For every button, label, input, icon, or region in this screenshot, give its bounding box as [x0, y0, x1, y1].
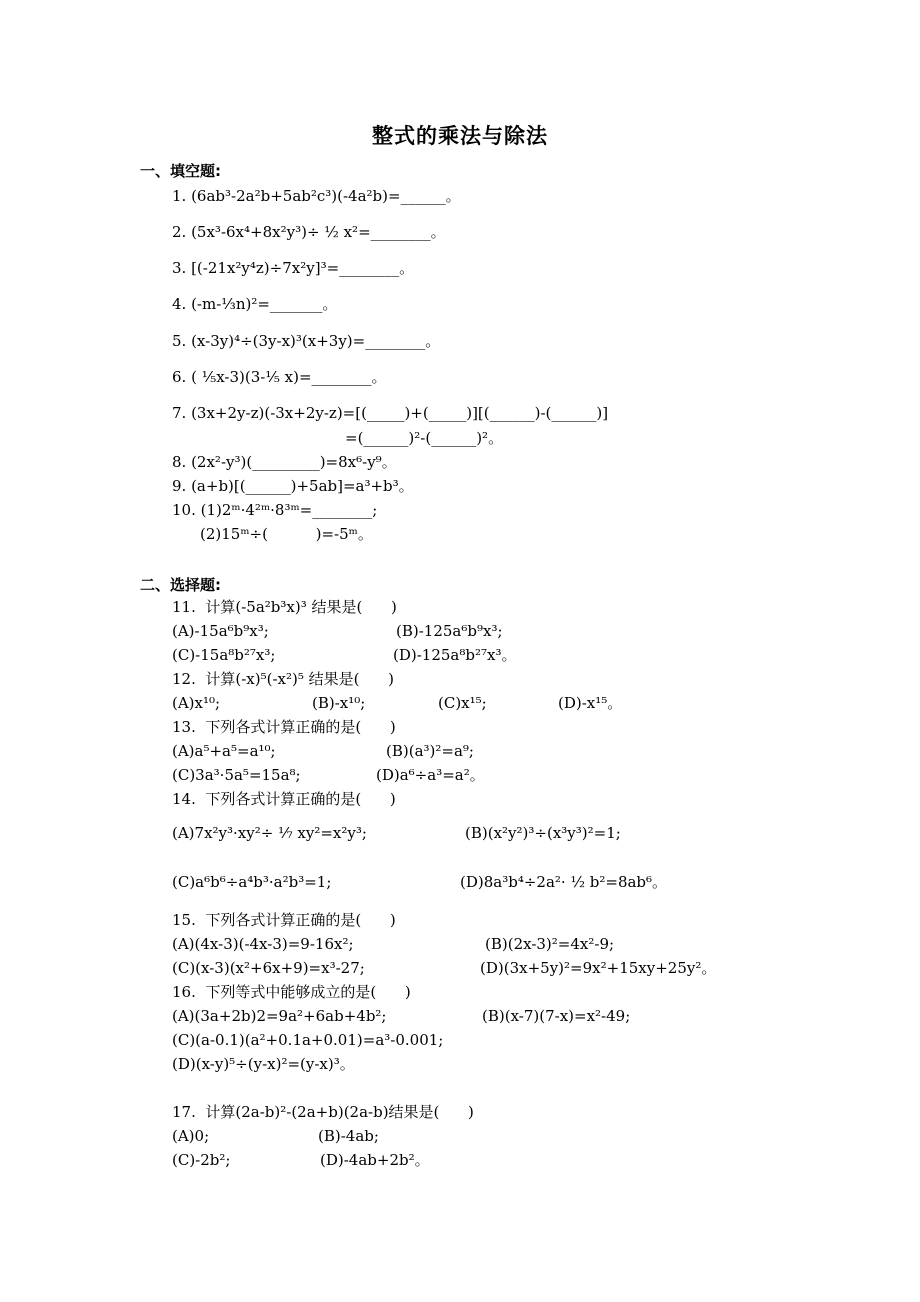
option-a: (A)(3a+2b)2=9a²+6ab+4b²;: [172, 1007, 387, 1025]
option-c: (C)a⁶b⁶÷a⁴b³·a²b³=1;: [172, 873, 332, 891]
option-d: (D)a⁶÷a³=a²。: [376, 766, 485, 784]
page-title: 整式的乘法与除法: [372, 124, 548, 148]
option-b: (B)(a³)²=a⁹;: [386, 742, 474, 760]
option-c: (C)x¹⁵;: [438, 694, 487, 712]
fill-item-2: 2. (5x³-6x⁴+8x²y³)÷ ½ x²=________。: [172, 223, 446, 241]
option-d: (D)8a³b⁴÷2a²· ½ b²=8ab⁶。: [460, 873, 668, 891]
option-d: (D)(x-y)⁵÷(y-x)²=(y-x)³。: [172, 1055, 355, 1073]
fill-item-1: 1. (6ab³-2a²b+5ab²c³)(-4a²b)=______。: [172, 187, 461, 205]
option-b: (B)-125a⁶b⁹x³;: [396, 622, 503, 640]
option-b: (B)(x-7)(7-x)=x²-49;: [482, 1007, 631, 1025]
option-a: (A)a⁵+a⁵=a¹⁰;: [172, 742, 276, 760]
option-d: (D)(3x+5y)²=9x²+15xy+25y²。: [480, 959, 717, 977]
question-12: 12. 计算(-x)⁵(-x²)⁵ 结果是( ): [172, 670, 394, 688]
option-b: (B)(2x-3)²=4x²-9;: [485, 935, 615, 953]
fill-item-10: 10. (1)2ᵐ·4²ᵐ·8³ᵐ=________;: [172, 501, 378, 519]
fill-item-9: 9. (a+b)[(______)+5ab]=a³+b³。: [172, 477, 414, 495]
question-14: 14. 下列各式计算正确的是( ): [172, 790, 396, 808]
fill-item-7-cont: =(______)²-(______)²。: [345, 429, 504, 447]
option-d: (D)-125a⁸b²⁷x³。: [393, 646, 517, 664]
fill-item-3: 3. [(-21x²y⁴z)÷7x²y]³=________。: [172, 259, 415, 277]
fill-item-5: 5. (x-3y)⁴÷(3y-x)³(x+3y)=________。: [172, 332, 441, 350]
fill-item-4: 4. (-m-⅓n)²=_______。: [172, 295, 338, 313]
option-b: (B)-4ab;: [318, 1127, 379, 1145]
option-b: (B)(x²y²)³÷(x³y³)²=1;: [465, 824, 621, 842]
option-a: (A)0;: [172, 1127, 210, 1145]
option-c: (C)(x-3)(x²+6x+9)=x³-27;: [172, 959, 365, 977]
question-16: 16. 下列等式中能够成立的是( ): [172, 983, 411, 1001]
fill-item-6: 6. ( ⅕x-3)(3-⅕ x)=________。: [172, 368, 387, 386]
question-11: 11. 计算(-5a²b³x)³ 结果是( ): [172, 598, 397, 616]
option-a: (A)(4x-3)(-4x-3)=9-16x²;: [172, 935, 354, 953]
option-c: (C)-2b²;: [172, 1151, 231, 1169]
option-b: (B)-x¹⁰;: [312, 694, 366, 712]
option-a: (A)x¹⁰;: [172, 694, 221, 712]
option-d: (D)-x¹⁵。: [558, 694, 623, 712]
option-a: (A)-15a⁶b⁹x³;: [172, 622, 269, 640]
fill-item-8: 8. (2x²-y³)(_________)=8x⁶-y⁹。: [172, 453, 397, 471]
option-c: (C)3a³·5a⁵=15a⁸;: [172, 766, 301, 784]
option-c: (C)(a-0.1)(a²+0.1a+0.01)=a³-0.001;: [172, 1031, 444, 1049]
section-choice-heading: 二、选择题:: [140, 576, 221, 594]
question-17: 17. 计算(2a-b)²-(2a+b)(2a-b)结果是( ): [172, 1103, 474, 1121]
question-13: 13. 下列各式计算正确的是( ): [172, 718, 396, 736]
section-fill-heading: 一、填空题:: [140, 162, 221, 180]
option-a: (A)7x²y³·xy²÷ ⅐ xy²=x²y³;: [172, 824, 367, 842]
option-c: (C)-15a⁸b²⁷x³;: [172, 646, 276, 664]
fill-item-7: 7. (3x+2y-z)(-3x+2y-z)=[(_____)+(_____)][(______)-(______)]: [172, 404, 609, 422]
question-15: 15. 下列各式计算正确的是( ): [172, 911, 396, 929]
fill-item-10-part2: (2)15ᵐ÷( )=-5ᵐ。: [200, 525, 373, 543]
option-d: (D)-4ab+2b²。: [320, 1151, 430, 1169]
